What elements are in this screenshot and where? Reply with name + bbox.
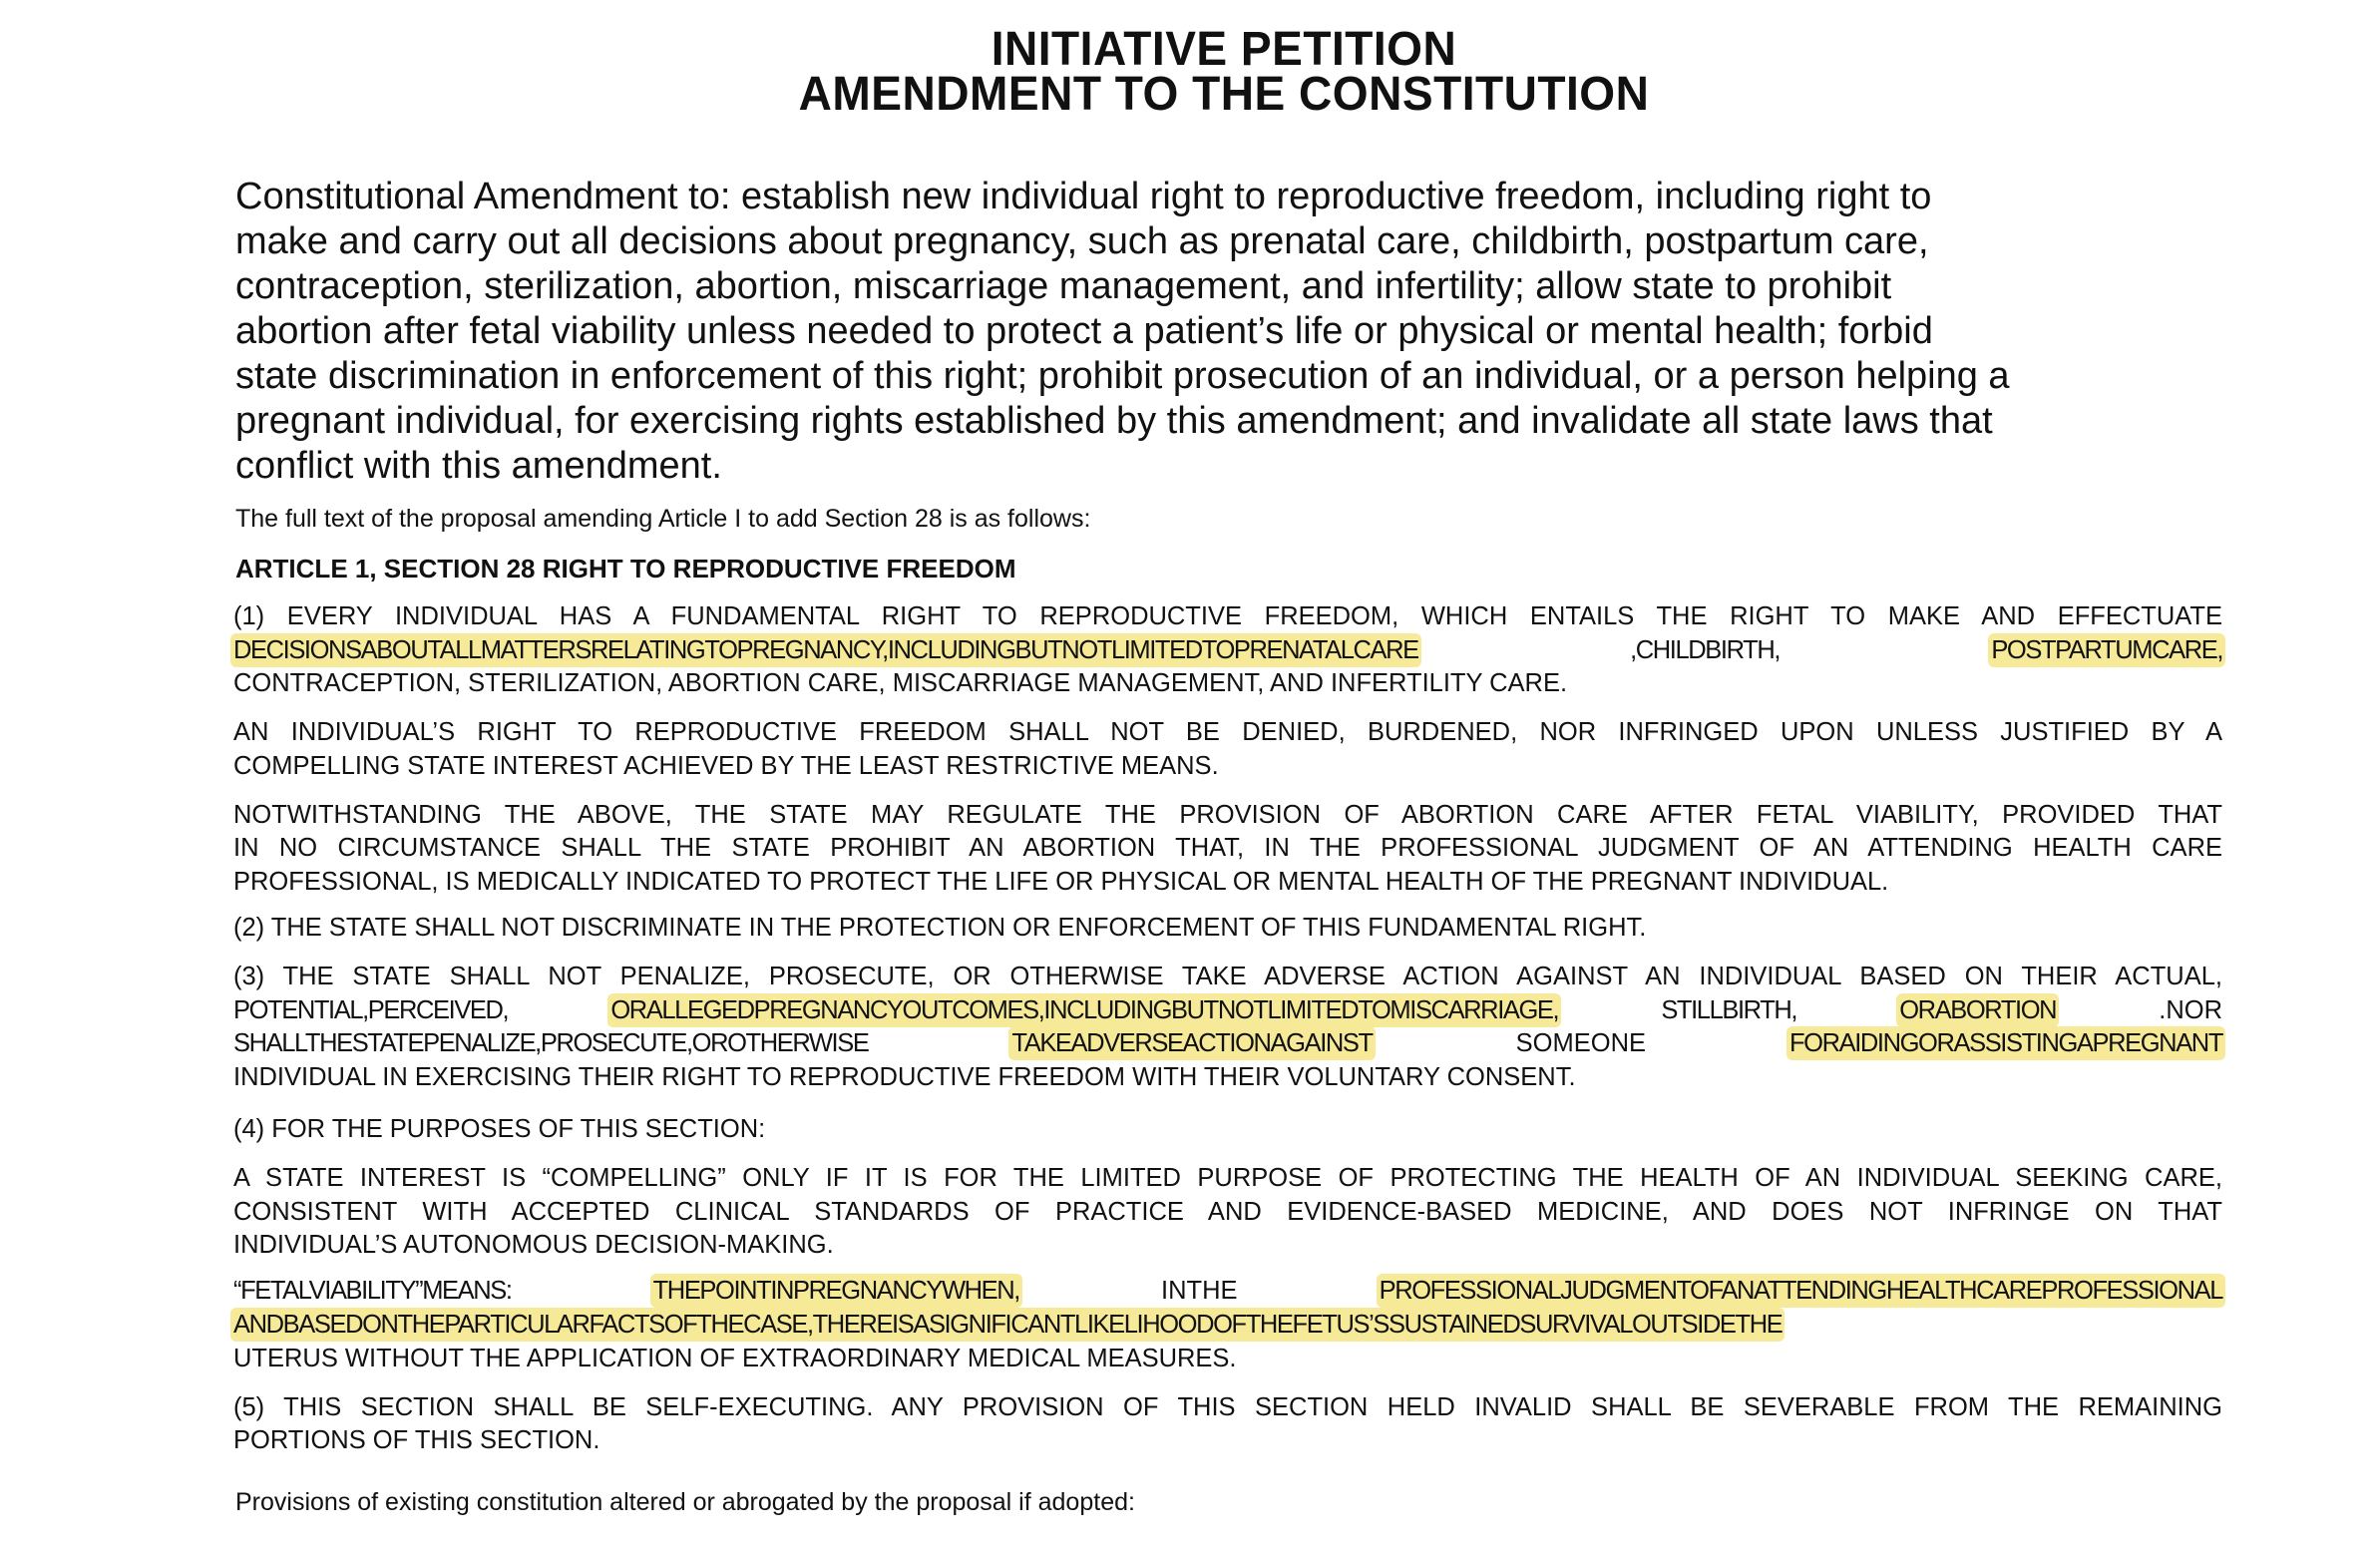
highlighted-text: ANDBASEDONTHEPARTICULARFACTSOFTHECASE,THEREISASIGNIFICANTLIKELIHOODOFTHEFETUS’SSUSTAINEDSURVIVALOUTSIDETHE <box>233 1311 1783 1339</box>
text-segment: (2) THE STATE SHALL NOT DISCRIMINATE IN THE PROTECTION OR ENFORCEMENT OF THIS FUNDAMENTAL RIGHT. <box>233 914 1647 942</box>
text-segment: IN NO CIRCUMSTANCE SHALL THE STATE PROHIBIT AN ABORTION THAT, IN THE PROFESSIONAL JUDGMENT OF AN ATTENDING HEALTH CARE <box>233 834 2222 862</box>
text-segment: “FETALVIABILITY”MEANS: <box>233 1277 512 1305</box>
amendment-line <box>233 803 2222 829</box>
amendment-line <box>233 671 2222 697</box>
text-segment: POTENTIAL,PERCEIVED, <box>233 996 509 1024</box>
amendment-line <box>233 1279 2222 1305</box>
intro-text: The full text of the proposal amending Article I to add Section 28 is as follows: <box>235 505 1091 533</box>
highlighted-text: DECISIONSABOUTALLMATTERSRELATINGTOPREGNANCY,INCLUDINGBUTNOTLIMITEDTOPRENATALCARE <box>233 636 1418 664</box>
summary-line: abortion after fetal viability unless needed to protect a patient’s life or physical or mental health; forbid <box>235 310 1933 352</box>
text-segment: UTERUS WITHOUT THE APPLICATION OF EXTRAORDINARY MEDICAL MEASURES. <box>233 1345 1237 1372</box>
text-segment: SHALLTHESTATEPENALIZE,PROSECUTE,OROTHERWISE <box>233 1029 869 1057</box>
highlighted-text: PROFESSIONALJUDGMENTOFANATTENDINGHEALTHCAREPROFESSIONAL <box>1379 1277 2222 1305</box>
amendment-line <box>233 1200 2222 1226</box>
document-title: INITIATIVE PETITION <box>991 23 1457 76</box>
amendment-line <box>233 754 2222 780</box>
text-segment: (1) EVERY INDIVIDUAL HAS A FUNDAMENTAL RIGHT TO REPRODUCTIVE FREEDOM, WHICH ENTAILS THE RIGHT TO MAKE AND EFFECTUATE <box>233 602 2222 630</box>
text-segment: STILLBIRTH, <box>1661 996 1797 1024</box>
amendment-line <box>233 1065 2222 1091</box>
summary-line: Constitutional Amendment to: establish new individual right to reproductive freedom, including right to <box>235 176 1932 217</box>
text-segment: (3) THE STATE SHALL NOT PENALIZE, PROSECUTE, OR OTHERWISE TAKE ADVERSE ACTION AGAINST AN INDIVIDUAL BASED ON THEIR ACTUAL, <box>233 963 2222 990</box>
text-segment: (4) FOR THE PURPOSES OF THIS SECTION: <box>233 1115 766 1143</box>
document-subtitle: AMENDMENT TO THE CONSTITUTION <box>798 68 1650 121</box>
text-segment: CONSISTENT WITH ACCEPTED CLINICAL STANDARDS OF PRACTICE AND EVIDENCE-BASED MEDICINE, AND DOES NOT INFRINGE ON THAT <box>233 1198 2222 1226</box>
amendment-line <box>233 836 2222 862</box>
text-segment: INDIVIDUAL’S AUTONOMOUS DECISION-MAKING. <box>233 1231 834 1259</box>
amendment-line <box>233 1428 2222 1454</box>
amendment-line <box>233 965 2222 990</box>
highlighted-text: ORALLEGEDPREGNANCYOUTCOMES,INCLUDINGBUTNOTLIMITEDTOMISCARRIAGE, <box>610 996 1559 1024</box>
amendment-line <box>233 1313 2222 1339</box>
amendment-line <box>233 998 2222 1024</box>
amendment-line <box>233 720 2222 746</box>
amendment-line <box>233 1347 2222 1372</box>
amendment-line <box>233 1031 2222 1057</box>
text-segment: AN INDIVIDUAL’S RIGHT TO REPRODUCTIVE FREEDOM SHALL NOT BE DENIED, BURDENED, NOR INFRINGED UPON UNLESS JUSTIFIED BY A <box>233 718 2222 746</box>
amendment-line <box>233 1166 2222 1192</box>
closing-text: Provisions of existing constitution altered or abrogated by the proposal if adopted: <box>235 1488 1135 1516</box>
text-segment: COMPELLING STATE INTEREST ACHIEVED BY THE LEAST RESTRICTIVE MEANS. <box>233 752 1219 780</box>
amendment-line <box>233 638 2222 664</box>
text-segment: CONTRACEPTION, STERILIZATION, ABORTION CARE, MISCARRIAGE MANAGEMENT, AND INFERTILITY CARE. <box>233 669 1568 697</box>
text-segment: SOMEONE <box>1515 1029 1646 1057</box>
text-segment: INDIVIDUAL IN EXERCISING THEIR RIGHT TO REPRODUCTIVE FREEDOM WITH THEIR VOLUNTARY CONSENT. <box>233 1063 1576 1091</box>
amendment-line <box>233 1117 2222 1143</box>
text-segment: A STATE INTEREST IS “COMPELLING” ONLY IF IT IS FOR THE LIMITED PURPOSE OF PROTECTING THE HEALTH OF AN INDIVIDUAL SEEKING CARE, <box>233 1164 2222 1192</box>
highlighted-text: ORABORTION <box>1899 996 2057 1024</box>
highlighted-text: THEPOINTINPREGNANCYWHEN, <box>652 1277 1019 1305</box>
highlighted-text: POSTPARTUMCARE, <box>1991 636 2222 664</box>
amendment-line <box>233 916 2222 942</box>
text-segment: ,CHILDBIRTH, <box>1630 636 1781 664</box>
text-segment: PROFESSIONAL, IS MEDICALLY INDICATED TO PROTECT THE LIFE OR PHYSICAL OR MENTAL HEALTH OF THE PREGNANT INDIVIDUAL. <box>233 868 1889 896</box>
highlighted-text: TAKEADVERSEACTIONAGAINST <box>1011 1029 1373 1057</box>
summary-line: state discrimination in enforcement of this right; prohibit prosecution of an individual, or a person helping a <box>235 355 2010 397</box>
text-segment: (5) THIS SECTION SHALL BE SELF-EXECUTING. ANY PROVISION OF THIS SECTION HELD INVALID SHALL BE SEVERABLE FROM THE REMAINING <box>233 1393 2222 1421</box>
amendment-line <box>233 870 2222 896</box>
amendment-line <box>233 1395 2222 1421</box>
summary-line: make and carry out all decisions about pregnancy, such as prenatal care, childbirth, postpartum care, <box>235 220 1929 262</box>
summary-line: pregnant individual, for exercising rights established by this amendment; and invalidate all state laws that <box>235 400 1993 442</box>
text-segment: PORTIONS OF THIS SECTION. <box>233 1426 600 1454</box>
text-segment: INTHE <box>1161 1277 1238 1305</box>
text-segment: .NOR <box>2159 996 2222 1024</box>
amendment-line <box>233 1233 2222 1259</box>
highlighted-text: FORAIDINGORASSISTINGAPREGNANT <box>1788 1029 2222 1057</box>
summary-line: contraception, sterilization, abortion, miscarriage management, and infertility; allow state to prohibit <box>235 265 1892 307</box>
article-heading: ARTICLE 1, SECTION 28 RIGHT TO REPRODUCTIVE FREEDOM <box>235 554 1016 583</box>
amendment-line <box>233 604 2222 630</box>
text-segment: NOTWITHSTANDING THE ABOVE, THE STATE MAY REGULATE THE PROVISION OF ABORTION CARE AFTER FETAL VIABILITY, PROVIDED THAT <box>233 801 2222 829</box>
summary-line: conflict with this amendment. <box>235 445 722 487</box>
